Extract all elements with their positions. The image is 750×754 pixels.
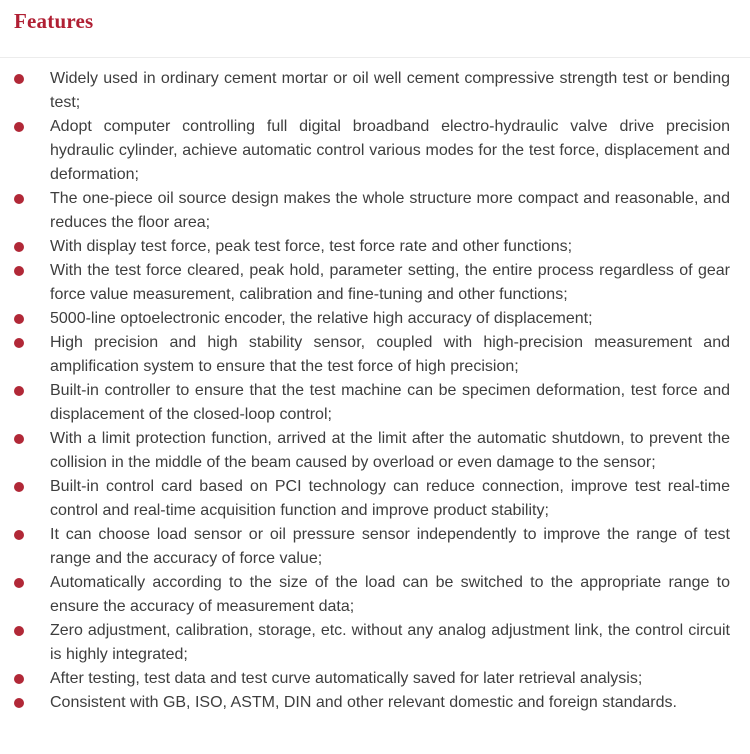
bullet-icon xyxy=(14,187,50,211)
list-item xyxy=(14,67,730,115)
list-item xyxy=(14,619,730,667)
bullet-icon xyxy=(14,523,50,547)
list-item xyxy=(14,331,730,379)
list-item xyxy=(14,115,730,187)
feature-text: Adopt computer controlling full digital broadband electro-hydraulic valve drive precision hydraulic cylinder, achieve automatic control various modes for the test force, displacement and deformation; xyxy=(50,118,730,183)
bullet-icon xyxy=(14,115,50,139)
bullet-icon xyxy=(14,667,50,691)
bullet-icon xyxy=(14,691,50,715)
list-item xyxy=(14,259,730,307)
feature-text: Built-in control card based on PCI technology can reduce connection, improve test real-time control and real-time acquisition function and improve product stability; xyxy=(50,478,730,519)
feature-text: Built-in controller to ensure that the test machine can be specimen deformation, test force and displacement of the closed-loop control; xyxy=(50,382,730,423)
feature-text: With display test force, peak test force, test force rate and other functions; xyxy=(50,238,573,255)
feature-text: After testing, test data and test curve automatically saved for later retrieval analysis; xyxy=(50,670,643,687)
bullet-icon xyxy=(14,571,50,595)
features-list xyxy=(0,67,750,715)
list-item xyxy=(14,571,730,619)
list-item xyxy=(14,691,730,715)
feature-text: It can choose load sensor or oil pressure sensor independently to improve the range of test range and the accuracy of force value; xyxy=(50,526,730,567)
list-item xyxy=(14,475,730,523)
bullet-icon xyxy=(14,379,50,403)
list-item xyxy=(14,187,730,235)
bullet-icon xyxy=(14,259,50,283)
feature-text: The one-piece oil source design makes the whole structure more compact and reasonable, and reduces the floor area; xyxy=(50,190,730,231)
feature-text: High precision and high stability sensor, coupled with high-precision measurement and amplification system to ensure that the test force of high precision; xyxy=(50,334,730,375)
bullet-icon xyxy=(14,307,50,331)
list-item xyxy=(14,523,730,571)
feature-text: Consistent with GB, ISO, ASTM, DIN and other relevant domestic and foreign standards. xyxy=(50,694,677,711)
list-item xyxy=(14,667,730,691)
bullet-icon xyxy=(14,427,50,451)
feature-text: 5000-line optoelectronic encoder, the relative high accuracy of displacement; xyxy=(50,310,593,327)
bullet-icon xyxy=(14,67,50,91)
heading-divider xyxy=(0,57,750,58)
bullet-icon xyxy=(14,619,50,643)
bullet-icon xyxy=(14,331,50,355)
feature-text: Automatically according to the size of the load can be switched to the appropriate range to ensure the accuracy of measurement data; xyxy=(50,574,730,615)
feature-text: Widely used in ordinary cement mortar or oil well cement compressive strength test or bending test; xyxy=(50,70,730,111)
feature-text: Zero adjustment, calibration, storage, etc. without any analog adjustment link, the control circuit is highly integrated; xyxy=(50,622,730,663)
list-item xyxy=(14,235,730,259)
bullet-icon xyxy=(14,235,50,259)
list-item xyxy=(14,427,730,475)
feature-text: With a limit protection function, arrived at the limit after the automatic shutdown, to prevent the collision in the middle of the beam caused by overload or even damage to the sensor; xyxy=(50,430,730,471)
page-title: Features xyxy=(14,9,94,33)
list-item xyxy=(14,307,730,331)
bullet-icon xyxy=(14,475,50,499)
feature-text: With the test force cleared, peak hold, parameter setting, the entire process regardless of gear force value measurement, calibration and fine-tuning and other functions; xyxy=(50,262,730,303)
list-item xyxy=(14,379,730,427)
